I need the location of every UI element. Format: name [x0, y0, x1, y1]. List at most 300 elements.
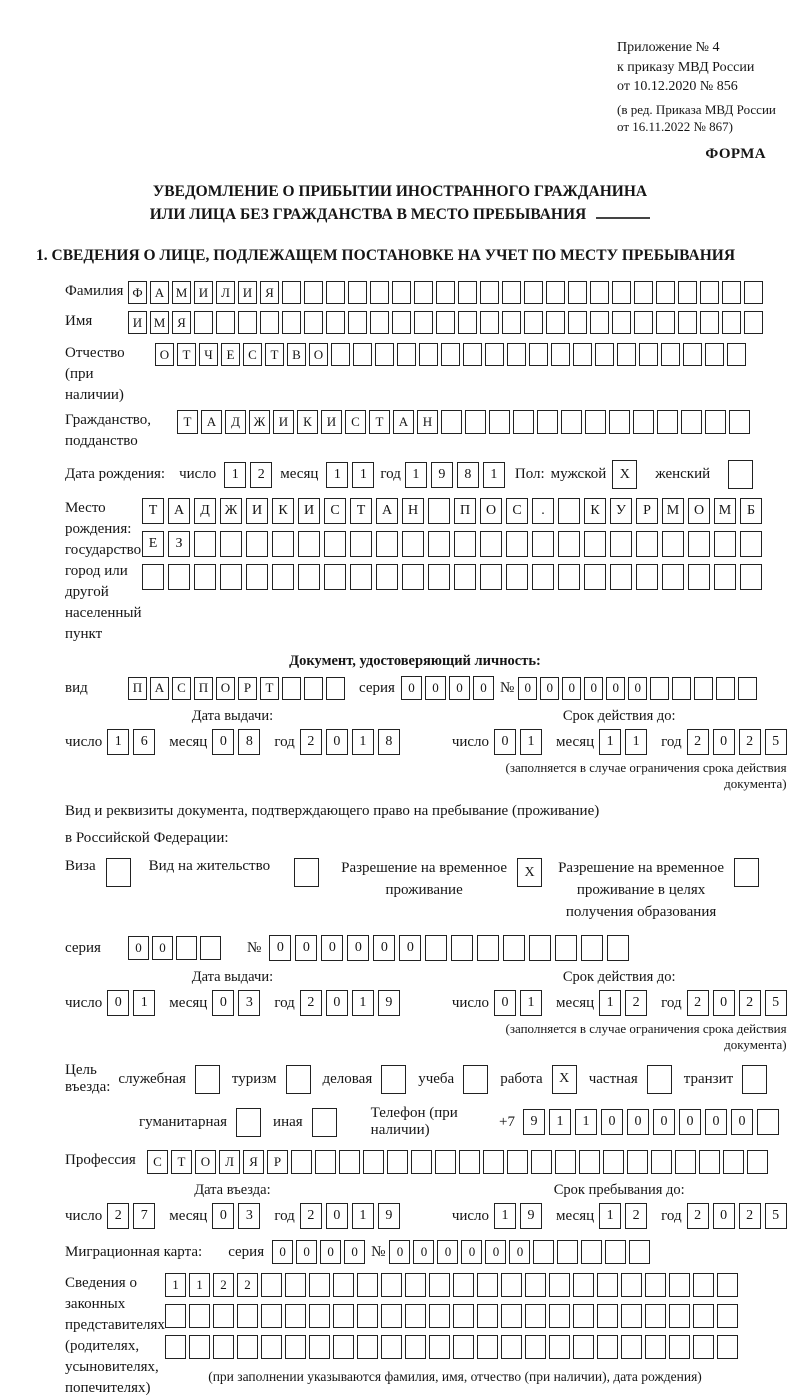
char-cell: Т [177, 410, 198, 434]
char-cell [590, 281, 609, 304]
char-cell [722, 281, 741, 304]
char-cell [525, 1304, 546, 1328]
char-cell [414, 311, 433, 334]
char-cell [376, 531, 398, 557]
char-cell: 0 [509, 1240, 530, 1264]
char-cell: Т [350, 498, 372, 524]
char-cell: А [168, 498, 190, 524]
month-label: месяц [556, 733, 595, 750]
char-cell [282, 311, 301, 334]
representatives-label [65, 1273, 165, 1399]
char-cell: П [128, 677, 147, 700]
char-cell: Ф [128, 281, 147, 304]
residence-valid-day [494, 990, 542, 1016]
char-cell [357, 1335, 378, 1359]
char-cell [213, 1304, 234, 1328]
char-cell [261, 1335, 282, 1359]
char-cell: Я [243, 1150, 264, 1174]
residence-doc-intro-line2: в Российской Федерации: [65, 830, 229, 846]
char-cell [740, 531, 762, 557]
temp-residence-edu-checkbox [734, 858, 759, 887]
appendix-line: от 10.12.2020 № 856 [617, 79, 738, 95]
label-line: Разрешение на временное [558, 860, 725, 876]
option-label: работа [500, 1070, 543, 1087]
char-cell: 8 [378, 729, 400, 755]
char-cell: 2 [687, 990, 709, 1016]
birthplace-boxes-row1 [142, 498, 762, 524]
char-cell: 0 [437, 1240, 458, 1264]
char-cell [573, 1304, 594, 1328]
char-cell [551, 343, 570, 366]
char-cell [506, 564, 528, 590]
label-line: город или другой [65, 563, 128, 600]
char-cell [282, 677, 301, 700]
entry-day [107, 1203, 155, 1229]
char-cell [549, 1273, 570, 1297]
char-cell [617, 343, 636, 366]
char-cell: С [243, 343, 262, 366]
entry-date [65, 1203, 400, 1229]
purpose-option [273, 1108, 337, 1137]
residence-doc-dates [65, 969, 787, 1053]
id-doc-vid-label: вид [65, 679, 88, 696]
char-cell [672, 677, 691, 700]
char-cell: И [298, 498, 320, 524]
char-cell: 1 [189, 1273, 210, 1297]
char-cell [272, 564, 294, 590]
residence-seriya-boxes [128, 936, 221, 960]
sex-male-checkbox: X [612, 460, 637, 489]
char-cell: Р [267, 1150, 288, 1174]
char-cell: И [246, 498, 268, 524]
migration-no-label: № [371, 1243, 386, 1260]
id-doc-vid-boxes [128, 677, 345, 700]
char-cell: 0 [296, 1240, 317, 1264]
char-cell: 0 [731, 1109, 753, 1135]
char-cell: А [150, 677, 169, 700]
char-cell [213, 1335, 234, 1359]
char-cell [722, 311, 741, 334]
char-cell: Л [219, 1150, 240, 1174]
char-cell: 0 [713, 729, 735, 755]
option-label: туризм [231, 1070, 277, 1087]
char-cell [454, 564, 476, 590]
char-cell: О [309, 343, 328, 366]
residence-doc-options [65, 858, 779, 923]
char-cell: А [150, 281, 169, 304]
purpose-option [500, 1065, 577, 1094]
char-cell [568, 311, 587, 334]
label-line: получения образования [565, 903, 717, 920]
option-checkbox [236, 1108, 261, 1137]
char-cell: 9 [431, 462, 453, 488]
char-cell [581, 935, 603, 961]
char-cell [324, 564, 346, 590]
visa-checkbox [106, 858, 131, 887]
char-cell [428, 564, 450, 590]
char-cell [350, 564, 372, 590]
id-doc-valid-col [452, 708, 787, 792]
char-cell: Ж [249, 410, 270, 434]
temp-residence-label [341, 858, 507, 902]
residence-expiry-note: (заполняется в случае ограничения срока действия документа) [505, 1021, 787, 1053]
char-cell [573, 1273, 594, 1297]
id-doc-row [65, 676, 779, 700]
char-cell: Р [238, 677, 257, 700]
profession-boxes [147, 1150, 768, 1174]
char-cell: 1 [224, 462, 246, 488]
char-cell: Я [172, 311, 191, 334]
char-cell: Б [740, 498, 762, 524]
char-cell [501, 1304, 522, 1328]
option-label: деловая [322, 1070, 373, 1087]
char-cell [451, 935, 473, 961]
representatives-boxes-row1 [165, 1273, 745, 1297]
char-cell: 2 [300, 729, 322, 755]
char-cell [525, 1273, 546, 1297]
char-cell [411, 1150, 432, 1174]
char-cell: 0 [461, 1240, 482, 1264]
char-cell: Т [369, 410, 390, 434]
char-cell [142, 564, 164, 590]
char-cell [549, 1335, 570, 1359]
surname-row [65, 281, 779, 304]
char-cell [705, 410, 726, 434]
stay-until-col [452, 1182, 787, 1229]
char-cell: 9 [378, 1203, 400, 1229]
visa-label: Виза [65, 858, 96, 874]
char-cell [555, 1150, 576, 1174]
option-checkbox [286, 1065, 311, 1094]
purpose-option [118, 1065, 220, 1094]
day-label: число [451, 733, 490, 750]
char-cell [194, 311, 213, 334]
id-doc-issue-col [65, 708, 400, 792]
char-cell [744, 311, 763, 334]
name-label: Имя [65, 313, 93, 329]
char-cell: 0 [713, 990, 735, 1016]
char-cell [189, 1335, 210, 1359]
char-cell: О [216, 677, 235, 700]
residence-issue-year [300, 990, 400, 1016]
char-cell: Н [417, 410, 438, 434]
revision-line: от 16.11.2022 № 867) [617, 119, 734, 135]
char-cell [216, 311, 235, 334]
char-cell [669, 1273, 690, 1297]
char-cell [627, 1150, 648, 1174]
char-cell [705, 343, 724, 366]
char-cell: 1 [165, 1273, 186, 1297]
year-label: год [661, 1207, 682, 1224]
char-cell [419, 343, 438, 366]
char-cell: 1 [599, 990, 621, 1016]
char-cell [485, 343, 504, 366]
id-doc-seriya-label: серия [359, 679, 395, 696]
month-label: месяц [556, 1207, 595, 1224]
id-doc-valid-month [599, 729, 647, 755]
char-cell [261, 1273, 282, 1297]
char-cell [546, 311, 565, 334]
char-cell [375, 343, 394, 366]
residence-valid-date [452, 990, 787, 1016]
char-cell: 1 [575, 1109, 597, 1135]
char-cell [324, 531, 346, 557]
char-cell: Т [265, 343, 284, 366]
char-cell: 0 [449, 676, 470, 700]
char-cell: 1 [494, 1203, 516, 1229]
residence-doc-serial-row [65, 935, 779, 961]
char-cell [453, 1304, 474, 1328]
patronymic-label [65, 343, 155, 406]
char-cell [309, 1335, 330, 1359]
representatives-box-rows [165, 1273, 745, 1359]
char-cell [507, 343, 526, 366]
char-cell [304, 281, 323, 304]
char-cell [304, 311, 323, 334]
label-line: попечителях) [65, 1380, 151, 1397]
char-cell [621, 1273, 642, 1297]
char-cell [429, 1335, 450, 1359]
birthdate-row [65, 460, 779, 489]
section1-heading: 1. СВЕДЕНИЯ О ЛИЦЕ, ПОДЛЕЖАЩЕМ ПОСТАНОВКЕ НА УЧЕТ ПО МЕСТУ ПРЕБЫВАНИЯ [36, 247, 736, 264]
char-cell: 1 [599, 729, 621, 755]
migration-seriya-boxes [272, 1240, 365, 1264]
stay-year [687, 1203, 787, 1229]
char-cell: 0 [627, 1109, 649, 1135]
char-cell: К [272, 498, 294, 524]
surname-label: Фамилия [65, 283, 124, 299]
char-cell: 2 [250, 462, 272, 488]
citizenship-row [65, 410, 779, 452]
temp-residence-edu-option [558, 858, 759, 923]
char-cell: 2 [107, 1203, 129, 1229]
char-cell: 1 [483, 462, 505, 488]
char-cell [428, 531, 450, 557]
char-cell [507, 1150, 528, 1174]
temp-residence-edu-label [558, 858, 724, 923]
option-checkbox [381, 1065, 406, 1094]
residence-valid-month [599, 990, 647, 1016]
label-line: (родителях, [65, 1338, 140, 1355]
label-line: населенный пункт [65, 605, 142, 642]
char-cell [584, 531, 606, 557]
char-cell [693, 1335, 714, 1359]
patronymic-label-line2: (при наличии) [65, 366, 124, 403]
purpose-options-row1 [118, 1065, 779, 1094]
migration-card-row [65, 1240, 779, 1264]
char-cell: 1 [405, 462, 427, 488]
char-cell [757, 1109, 779, 1135]
char-cell [699, 1150, 720, 1174]
residence-issue-col [65, 969, 400, 1053]
char-cell: 1 [133, 990, 155, 1016]
char-cell [441, 343, 460, 366]
char-cell [477, 1335, 498, 1359]
label-line: Разрешение на временное [341, 860, 508, 876]
sex-female-checkbox [728, 460, 753, 489]
year-label: год [661, 733, 682, 750]
char-cell: 0 [425, 676, 446, 700]
char-cell: 1 [326, 462, 348, 488]
char-cell: 0 [494, 990, 516, 1016]
char-cell [237, 1335, 258, 1359]
char-cell [629, 1240, 650, 1264]
option-label: частная [588, 1070, 638, 1087]
char-cell [549, 1304, 570, 1328]
id-doc-issue-year [300, 729, 400, 755]
stay-day [494, 1203, 542, 1229]
char-cell [700, 311, 719, 334]
char-cell: 0 [128, 936, 149, 960]
option-label: служебная [118, 1070, 186, 1087]
residence-permit-checkbox [294, 858, 319, 887]
char-cell: 0 [344, 1240, 365, 1264]
char-cell: 2 [625, 990, 647, 1016]
char-cell [405, 1335, 426, 1359]
id-doc-expiry-note: (заполняется в случае ограничения срока действия документа) [505, 760, 787, 791]
residence-doc-intro-line1: Вид и реквизиты документа, подтверждающего право на пребывание (проживание) [65, 803, 600, 819]
char-cell: Т [260, 677, 279, 700]
purpose-row1 [65, 1062, 779, 1096]
char-cell: У [610, 498, 632, 524]
char-cell [645, 1304, 666, 1328]
id-doc-issue-day [107, 729, 155, 755]
char-cell: 6 [133, 729, 155, 755]
char-cell: 2 [687, 729, 709, 755]
char-cell: 0 [389, 1240, 410, 1264]
appendix-line: Приложение № 4 [617, 40, 720, 55]
char-cell [429, 1304, 450, 1328]
char-cell: 1 [352, 729, 374, 755]
char-cell [657, 410, 678, 434]
char-cell [693, 1304, 714, 1328]
residence-issue-day [107, 990, 155, 1016]
char-cell [458, 311, 477, 334]
birthdate-month-boxes [326, 462, 374, 488]
char-cell [480, 531, 502, 557]
char-cell [428, 498, 450, 524]
char-cell [555, 935, 577, 961]
char-cell [436, 311, 455, 334]
representatives-note: (при заполнении указываются фамилия, имя, отчество (при наличии), дата рождения) [208, 1369, 702, 1385]
char-cell: О [155, 343, 174, 366]
char-cell: Е [221, 343, 240, 366]
char-cell [501, 1335, 522, 1359]
char-cell [636, 531, 658, 557]
citizenship-label-line1: Гражданство, [65, 412, 152, 428]
char-cell: 0 [473, 676, 494, 700]
char-cell: 0 [320, 1240, 341, 1264]
birthplace-boxes-row2 [142, 531, 762, 557]
residence-issue-month [212, 990, 260, 1016]
char-cell [609, 410, 630, 434]
char-cell [285, 1304, 306, 1328]
char-cell [678, 311, 697, 334]
char-cell [237, 1304, 258, 1328]
char-cell [531, 1150, 552, 1174]
char-cell [558, 531, 580, 557]
char-cell: 9 [378, 990, 400, 1016]
month-label: месяц [169, 994, 208, 1011]
char-cell: Л [216, 281, 235, 304]
char-cell: 0 [373, 935, 395, 961]
phone-boxes [523, 1109, 779, 1135]
id-doc-dates [65, 708, 787, 792]
char-cell [165, 1335, 186, 1359]
patronymic-row [65, 343, 779, 406]
purpose-option [418, 1065, 488, 1094]
char-cell: 5 [765, 729, 787, 755]
char-cell: 7 [133, 1203, 155, 1229]
char-cell [738, 677, 757, 700]
revision-line: (в ред. Приказа МВД России [617, 101, 776, 117]
char-cell: 9 [523, 1109, 545, 1135]
char-cell: 2 [739, 1203, 761, 1229]
document-title [0, 180, 800, 227]
id-doc-valid-label: Срок действия до: [562, 708, 676, 724]
char-cell: 0 [705, 1109, 727, 1135]
id-doc-issue-date [65, 729, 400, 755]
char-cell [291, 1150, 312, 1174]
char-cell [326, 677, 345, 700]
patronymic-label-line1: Отчество [65, 345, 125, 361]
char-cell [397, 343, 416, 366]
char-cell [656, 281, 675, 304]
char-cell [370, 311, 389, 334]
char-cell: 1 [520, 729, 542, 755]
char-cell [453, 1273, 474, 1297]
title-line-2: ИЛИ ЛИЦА БЕЗ ГРАЖДАНСТВА В МЕСТО ПРЕБЫВАНИЯ [0, 203, 800, 226]
temp-residence-checkbox: X [517, 858, 542, 887]
char-cell: Ч [199, 343, 218, 366]
char-cell [480, 311, 499, 334]
char-cell [683, 343, 702, 366]
char-cell [260, 311, 279, 334]
residence-number-boxes [269, 935, 629, 961]
option-checkbox [463, 1065, 488, 1094]
profession-label: Профессия [65, 1152, 136, 1169]
char-cell [348, 311, 367, 334]
citizenship-boxes [177, 410, 750, 434]
char-cell [353, 343, 372, 366]
option-label: транзит [683, 1070, 734, 1087]
char-cell: 8 [457, 462, 479, 488]
char-cell [436, 281, 455, 304]
char-cell: 0 [494, 729, 516, 755]
char-cell [694, 677, 713, 700]
char-cell: 5 [765, 990, 787, 1016]
year-label: год [274, 994, 295, 1011]
residence-issue-label: Дата выдачи: [191, 969, 274, 986]
residence-valid-year [687, 990, 787, 1016]
char-cell [568, 281, 587, 304]
label-line: проживание [385, 881, 463, 898]
char-cell [326, 311, 345, 334]
char-cell: 0 [401, 676, 422, 700]
char-cell: 1 [549, 1109, 571, 1135]
char-cell [298, 531, 320, 557]
char-cell [282, 281, 301, 304]
char-cell [194, 564, 216, 590]
char-cell [376, 564, 398, 590]
char-cell [573, 1335, 594, 1359]
char-cell [405, 1304, 426, 1328]
label-line: Сведения о [65, 1275, 137, 1292]
char-cell: 0 [518, 677, 537, 700]
char-cell: Н [402, 498, 424, 524]
residence-doc-intro [65, 798, 779, 852]
residence-seriya-label: серия [65, 939, 101, 956]
